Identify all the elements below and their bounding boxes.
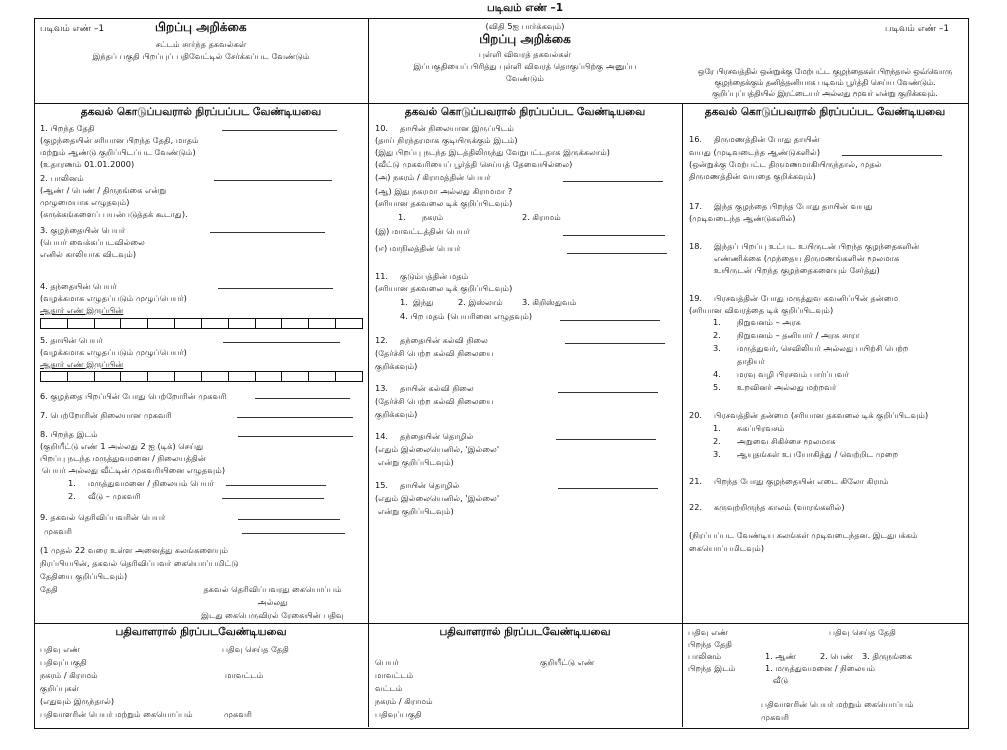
b3-reg-date-label: பதிவு செய்த தேதி [829, 627, 896, 637]
q16-label-2: வயது (முடிவடைந்த ஆண்டுகளில்) [689, 147, 821, 157]
q16-hint-2: திருமணத்தின் வயதை குறிக்கவும்) [689, 171, 816, 181]
informant-heading-col1: தகவல் கொடுப்பவரால் நிரப்பப்பட வேண்டியவை [80, 106, 322, 118]
aadhaar-digit-box[interactable] [256, 319, 283, 328]
q14-father-occupation-field[interactable] [556, 439, 656, 440]
q19-option-5[interactable]: உறவினர் அல்லது மற்றவர் [737, 382, 837, 392]
q10a-label: (அ) நகரம் / கிராமத்தின் பெயர் [375, 172, 491, 182]
q9-address-label: முகவரி [44, 526, 73, 536]
q15-hint-2: என்று குறிப்பிடவும்) [378, 506, 454, 516]
aadhaar-digit-box[interactable] [282, 372, 309, 381]
q10b-option-1-num: 1. [398, 212, 406, 222]
report-title-middle: பிறப்பு அறிக்கை [479, 32, 571, 46]
q10b-option-urban[interactable]: நகரம் [422, 212, 444, 222]
q21-num: 21. [689, 476, 703, 486]
column-divider-1 [368, 18, 369, 727]
b3-sex-option-transgender[interactable]: 3. திருநங்கை [862, 651, 913, 661]
q12-num: 12. [375, 335, 389, 345]
q4-aadhaar-label: ஆதார் எண் இருப்பின் [40, 305, 124, 315]
register-note: இந்தப் பகுதி பிறப்புப் பதிவேட்டில் சேர்க்கப்பட வேண்டும் [92, 51, 310, 61]
aadhaar-digit-box[interactable] [95, 319, 122, 328]
q8-option-1-label: மருத்துவமனை / நிலையம் பெயர் [88, 478, 214, 488]
q15-num: 15. [375, 480, 389, 490]
q5-label: 5. தாயின் பெயர் [40, 335, 103, 345]
q19-option-1-num: 1. [713, 317, 721, 327]
q16-label: திருமணத்தின் போது தாயின் [714, 134, 820, 144]
q19-option-3-cont: தாதியர் [737, 356, 765, 366]
q10d-label: (ஈ) மாநிலத்தின் பெயர் [375, 243, 461, 253]
b3-sex-label: பாலினம் [688, 651, 722, 661]
aadhaar-digit-box[interactable] [121, 319, 148, 328]
col3-closing-2: கையொப்பமிடவும்) [689, 543, 765, 553]
col3-closing-1: (நிரப்பப்பட வேண்டிய கலங்கள் முடிவடைந்தன. இடதுபக்கம் [689, 530, 918, 540]
b3-sex-option-female[interactable]: 2. பெண் [820, 651, 854, 661]
q9-informant-name-field[interactable] [238, 519, 340, 520]
col1-closing-2: நிரப்பியபின், தகவல் தெரிவிப்பவர் கையொப்பமிட்டு [40, 558, 239, 568]
b1-address-label: முகவரி [224, 709, 253, 719]
aadhaar-digit-box[interactable] [175, 319, 202, 328]
aadhaar-digit-box[interactable] [148, 319, 175, 328]
header-divider [34, 103, 968, 104]
q8-hospital-field[interactable] [226, 485, 326, 486]
aadhaar-digit-box[interactable] [309, 319, 336, 328]
aadhaar-digit-box[interactable] [68, 372, 95, 381]
q11-option-other[interactable]: 4. பிற மதம் (பெயரினை எழுதவும்) [400, 311, 533, 321]
aadhaar-digit-box[interactable] [336, 372, 362, 381]
q15-label: தாயின் தொழில் [400, 480, 460, 490]
q10b-option-rural[interactable]: 2. கிராமம் [522, 212, 561, 222]
q6-label: 6. குழந்தை பிறப்பின் போது பெற்றோரின் முகவரி [40, 391, 227, 401]
q19-option-2[interactable]: நிறுவனம் – தனியார் / அரசு சாரா [737, 330, 860, 340]
q1-hint-2: மற்றும் ஆண்டு குறிப்பிடப்பட வேண்டும்) [40, 147, 196, 157]
q15-hint-1: (எதும் இல்லையெனில், 'இல்லை' [375, 493, 500, 503]
aadhaar-digit-box[interactable] [121, 372, 148, 381]
aadhaar-digit-box[interactable] [336, 319, 362, 328]
q11-option-christianity[interactable]: 3. கிறிஸ்துவம் [522, 297, 577, 307]
statistical-info-subtitle: புள்ளி விவரத் தகவல்கள் [478, 49, 572, 59]
q10b-hint: (சரியான தகவலை டிக் குறிப்பிடவும்) [375, 198, 513, 208]
q19-hint: (சரியான விவரத்தை டிக் குறிப்பிடவும்) [689, 305, 834, 315]
q12-label: தந்தையின் கல்வி நிலை [400, 335, 488, 345]
q10-hint-3: (வீட்டு முகவரியைப் பூர்த்தி செய்யத் தேவையில்லை) [375, 159, 573, 169]
b1-remarks-label: குறிப்புகள் [40, 683, 80, 693]
q10a-town-field[interactable] [563, 181, 663, 182]
registrar-divider [34, 623, 968, 624]
q4-hint: (வழக்கமாக எழுதப்படும் முழுப்பெயர்) [40, 293, 187, 303]
q19-option-2-num: 2. [713, 330, 721, 340]
q4-label: 4. தந்தையின் பெயர் [40, 281, 117, 291]
q22-num: 22. [689, 502, 703, 512]
q10-hint-1: (தாய் நிரந்தரமாக குடியிருக்கும் இடம்) [375, 135, 518, 145]
b3-place-label: பிறந்த இடம் [688, 663, 736, 673]
aadhaar-digit-box[interactable] [41, 372, 68, 381]
b3-sex-option-male[interactable]: 1. ஆண் [765, 651, 797, 661]
col1-closing-3: தேதியை குறிப்பிடவும்) [40, 571, 128, 581]
q8-home-address-field[interactable] [222, 498, 324, 499]
q14-label: தந்தையின் தொழில் [400, 431, 474, 441]
multiple-birth-note-line3: குறிப்புப்பத்தியில் இரட்டையர் அல்லது மூவர் என்று குறிக்கவும். [712, 89, 938, 98]
b2-code-no-label: குறியீட்டு எண் [540, 657, 595, 667]
informant-date-label: தேதி [40, 584, 58, 594]
q1-label: 1. பிறந்த தேதி [40, 123, 95, 133]
q19-option-4-num: 4. [713, 369, 721, 379]
q8-option-2-num: 2. [68, 491, 76, 501]
q15-mother-occupation-field[interactable] [558, 488, 658, 489]
q11-hint: (சரியான தகவலை டிக் குறிப்பிடவும்) [375, 283, 513, 293]
b1-reg-no-label: பதிவு எண் [40, 644, 81, 654]
q19-option-4[interactable]: மரவு வழி பிரசவம் பார்ப்பவர் [737, 369, 849, 379]
q11-other-religion-field[interactable] [560, 320, 660, 321]
q8-option-1-num: 1. [68, 478, 76, 488]
aadhaar-digit-box[interactable] [95, 372, 122, 381]
q18-label-3: உயிருடன் பிறந்த குழந்தைகளையும் சேர்த்து) [714, 265, 880, 275]
q16-hint-1: (ஒன்றுக்கு மேற்பட்ட திருமணமாகியிருந்தால், முதல் [689, 159, 882, 169]
b3-place-option-hospital[interactable]: 1. மருத்துவமனை / நிலையம் [765, 663, 876, 673]
informant-heading-col3: தகவல் கொடுப்பவரால் நிரப்பப்பட வேண்டியவை [704, 106, 946, 118]
registrar-heading-col1: பதிவாளரால் நிரப்படவேண்டியவை [115, 626, 287, 638]
b1-town-label: நகரம் / கிராமம் [40, 670, 98, 680]
q2-hint-1: (ஆண் / பெண் / திருநங்கை என்று [40, 185, 167, 195]
q8-hint-3: பெயர் அல்லது வீட்டின் முகவரியினை எழுதவும்) [42, 465, 226, 475]
q10b-label: (ஆ) இது நகரமா அல்லது கிராமமா ? [375, 186, 513, 196]
q13-num: 13. [375, 383, 389, 393]
b1-district-label: மாவட்டம் [225, 670, 264, 680]
q20-option-1[interactable]: சுகப்பிரவசம் [737, 423, 785, 433]
multiple-birth-note-line1: ஒரே பிரசவத்தில் ஒன்றுக்கு மேற்பட்ட குழந்தைகள் பிறந்தால் ஒவ்வொரு [697, 67, 953, 76]
q12-hint-1: (தேர்ச்சி பெற்ற கல்வி நிலையை [375, 348, 494, 358]
q14-hint-2: என்று குறிப்பிடவும்) [378, 457, 454, 467]
col1-closing-1: (1 முதல் 22 வரை உள்ள அனைத்து கலங்களையும் [40, 545, 229, 555]
q1-date-field[interactable] [222, 130, 337, 131]
aadhaar-digit-box[interactable] [68, 319, 95, 328]
q2-hint-3: (சுருக்கங்களைப் பயன்படுத்தக் கூடாது). [40, 209, 188, 219]
q5-aadhaar-label: ஆதார் எண் இருப்பின் [40, 359, 124, 369]
b3-registrar-sign-label: பதிவாளரின் பெயர் மற்றும் கையொப்பம் [761, 699, 914, 709]
b3-place-option-home[interactable]: வீடு [773, 675, 789, 685]
aadhaar-digit-box[interactable] [256, 372, 283, 381]
q3-hint-1: (பெயர் வைக்கப்படவில்லை [40, 237, 145, 247]
page-title: படிவம் எண் –1 [486, 2, 564, 14]
q1-example: (உதாரணம் 01.01.2000) [40, 159, 135, 169]
q20-option-3-num: 3. [713, 449, 721, 459]
q7-permanent-address-field[interactable] [237, 417, 353, 418]
form-number-left: படிவம் எண் –1 [40, 24, 105, 34]
q20-option-1-num: 1. [713, 423, 721, 433]
q7-label: 7. பெற்றோரின் நிலையான முகவரி [40, 410, 172, 420]
q20-option-3[interactable]: ஆயுதங்கள் உபயோகித்து / வெற்றிட முறை [737, 449, 899, 459]
q17-label: இந்த குழந்தை பிறந்த போது தாயின் வயது [714, 201, 873, 211]
q10c-district-field[interactable] [563, 235, 665, 236]
mother-aadhaar-boxes[interactable] [40, 371, 363, 382]
q16-num: 16. [689, 134, 703, 144]
b3-reg-no-label: பதிவு எண் [688, 627, 729, 637]
q13-label: தாயின் கல்வி நிலை [400, 383, 474, 393]
q9-label: 9. தகவல் தெரிவிப்பவரின் பெயர் [40, 512, 166, 522]
q3-child-name-field[interactable] [210, 232, 325, 233]
q12-hint-2: குறிக்கவும்) [375, 361, 418, 371]
b1-remarks-note: (எதுவும் இருந்தால்) [40, 696, 115, 706]
q19-option-3[interactable]: மருத்துவர், செவிலியர் அல்லது பயிற்சி பெற்ற [737, 343, 909, 353]
signature-or-label: அல்லது [257, 597, 288, 607]
q5-hint: (வழக்கமாக எழுதப்படும் முழுப்பெயர்) [40, 347, 187, 357]
q11-option-1-num: 1. [400, 297, 408, 307]
aadhaar-digit-box[interactable] [202, 372, 229, 381]
q10-hint-2: (இது பிறப்பு நடந்த இடத்திலிருந்து வேறுபட்டதாக இருக்கலாம்) [375, 147, 611, 157]
q2-label: 2. பாலினம் [40, 173, 84, 183]
aadhaar-digit-box[interactable] [282, 319, 309, 328]
q8-label: 8. பிறந்த இடம் [40, 429, 98, 439]
q14-num: 14. [375, 431, 389, 441]
aadhaar-digit-box[interactable] [229, 372, 256, 381]
q4-father-name-field[interactable] [218, 288, 333, 289]
b2-taluk-label: வட்டம் [375, 683, 403, 693]
aadhaar-digit-box[interactable] [202, 319, 229, 328]
q14-hint-1: (எதும் இல்லையெனில், 'இல்லை' [375, 444, 500, 454]
q2-hint-2: முழுமையாக எழுதவும்) [40, 197, 130, 207]
q2-sex-field[interactable] [214, 180, 332, 181]
q10-label: தாயின் நிலையான இருப்பிடம் [400, 123, 514, 133]
q19-label: பிரசவத்தின் போது மருத்துவ கவனிப்பின் தன்மை [714, 293, 899, 303]
q20-num: 20. [689, 410, 703, 420]
q11-option-islam[interactable]: 2. இஸ்லாம் [458, 297, 503, 307]
aadhaar-digit-box[interactable] [309, 372, 336, 381]
q19-option-5-num: 5. [713, 382, 721, 392]
legal-info-subtitle: சட்டம் சார்ந்த தகவல்கள் [155, 39, 247, 49]
form-number-right: படிவம் எண் –1 [885, 24, 950, 34]
b2-reg-unit-label: பதிவுப்பகுதி [375, 709, 422, 719]
q8-hint-1: (குறியீட்டு எண் 1 அல்லது 2 ஐ (டிக்) செய்து [40, 441, 204, 451]
informant-signature-label: தகவல் தெரிவிப்பவரது கையொப்பம் [203, 584, 342, 594]
q18-label-2: எண்ணிக்கை (முந்தைய திருமணங்களின் மூலமாக [714, 253, 900, 263]
b2-district-label: மாவட்டம் [375, 670, 414, 680]
column-divider-2 [682, 103, 683, 727]
b3-address-label: முகவரி [761, 712, 790, 722]
q19-option-3-num: 3. [713, 343, 721, 353]
q10-num: 10. [375, 123, 389, 133]
b2-town-label: நகரம் / கிராமம் [375, 696, 433, 706]
q11-option-hindu[interactable]: இந்து [413, 297, 434, 307]
q20-label: பிரசவத்தின் தன்மை (சரியான தகவலை டிக் குறிப்பிடவும்) [714, 410, 929, 420]
b3-dob-label: பிறந்த தேதி [688, 639, 733, 649]
q11-label: குடும்பத்தின் மதம் [400, 271, 469, 281]
q19-num: 19. [689, 293, 703, 303]
q5-mother-name-field[interactable] [223, 342, 340, 343]
q21-label: பிறந்த போது குழந்தையின் எடை கிலோ கிராம் [714, 476, 889, 486]
q10d-state-field[interactable] [567, 253, 667, 254]
q13-mother-education-field[interactable] [558, 392, 658, 393]
registrar-heading-col2: பதிவாளரால் நிரப்படவேண்டியவை [439, 626, 611, 638]
report-title-left: பிறப்பு அறிக்கை [155, 20, 247, 34]
q8-place-field[interactable] [238, 436, 353, 437]
b2-name-label: பெயர் [375, 657, 399, 667]
q16-marriage-age-field[interactable] [842, 155, 942, 156]
aadhaar-digit-box[interactable] [41, 319, 68, 328]
q8-hint-2: பிறப்பு நடந்த மருத்துவமனை / நிலையத்தின் [40, 453, 206, 463]
aadhaar-digit-box[interactable] [229, 319, 256, 328]
q1-hint-1: (குழந்தையின் சரியான பிறந்த தேதி, மாதம் [40, 135, 199, 145]
q20-option-2[interactable]: அறுவை சிகிச்சை மூலமாக [737, 436, 836, 446]
q13-hint-1: (தேர்ச்சி பெற்ற கல்வி நிலையை [375, 396, 494, 406]
q20-option-2-num: 2. [713, 436, 721, 446]
aadhaar-digit-box[interactable] [148, 372, 175, 381]
informant-heading-col2: தகவல் கொடுப்பவரால் நிரப்பப்பட வேண்டியவை [404, 106, 646, 118]
q13-hint-2: குறிக்கவும்) [375, 409, 418, 419]
q11-num: 11. [375, 271, 389, 281]
q18-num: 18. [689, 241, 703, 251]
q18-label: இந்தப் பிறப்பு உட்பட உயிருடன் பிறந்த குழந்தைகளின் [714, 241, 920, 251]
q22-label: கருவுற்றிருந்த காலம் (வாரங்களில்) [714, 502, 845, 512]
q10c-label: (இ) மாவட்டத்தின் பெயர் [375, 226, 471, 236]
b1-registrar-sign-label: பதிவாளரின் பெயர் மற்றும் கையொப்பம் [40, 709, 193, 719]
statistical-note-line2: வேண்டும் [506, 73, 544, 83]
q17-num: 17. [689, 201, 703, 211]
q8-option-2-label: வீடு – முகவரி [88, 491, 141, 501]
q3-hint-2: எனில் காலியாக விடவும்) [40, 249, 137, 259]
b1-reg-date-label: பதிவு செய்த தேதி [222, 644, 289, 654]
thumb-impression-label: இடது கைபெருவிரல் ரேகையின் பதிவு [201, 610, 344, 620]
rule-reference: (விதி 5ஐ பார்க்கவும்) [485, 21, 565, 31]
q6-address-field[interactable] [255, 398, 350, 399]
multiple-birth-note-line2: குழந்தைக்கும் தனித்தனியாக படிவம் பூர்த்தி செய்ய வேண்டும். [714, 78, 936, 87]
q12-father-education-field[interactable] [565, 343, 665, 344]
statistical-note-line1: இப்பகுதியைப் பிரித்து புள்ளி விவரத் தொகுப்பிற்கு அனுப்ப [413, 61, 637, 71]
q9-informant-address-field[interactable] [242, 533, 345, 534]
q19-option-1[interactable]: நிறுவனம் – அரசு [737, 317, 801, 327]
q17-hint: (முடிவடைந்த ஆண்டுகளில்) [689, 213, 796, 223]
father-aadhaar-boxes[interactable] [40, 318, 363, 329]
aadhaar-digit-box[interactable] [175, 372, 202, 381]
b1-reg-unit-label: பதிவுப்பகுதி [40, 657, 87, 667]
q3-label: 3. குழந்தையின் பெயர் [40, 225, 126, 235]
